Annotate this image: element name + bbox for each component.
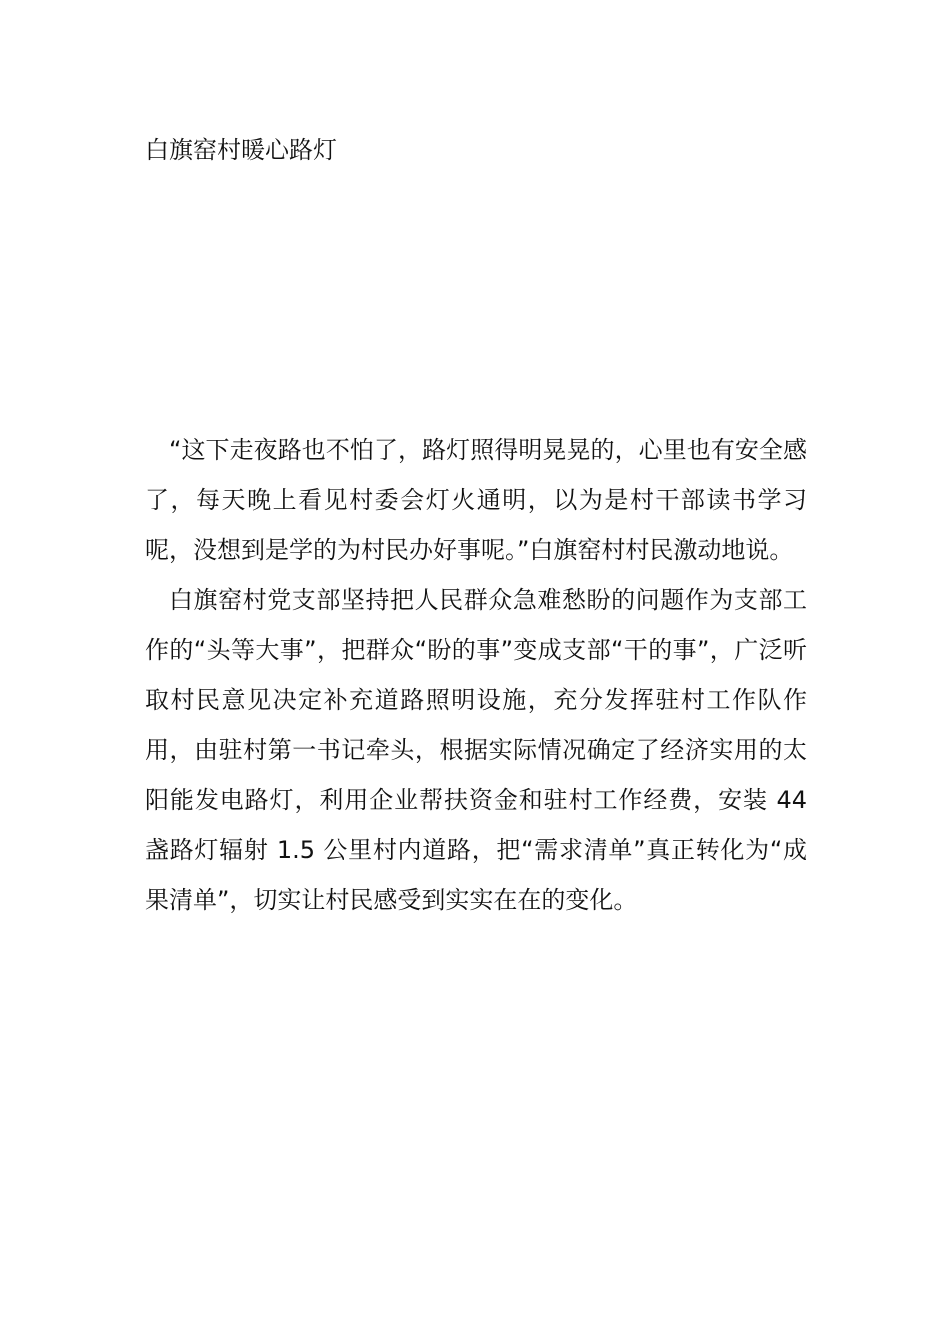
document-title: 白旗窑村暖心路灯 (145, 136, 337, 164)
paragraph-quote: “这下走夜路也不怕了，路灯照得明晃晃的，心里也有安全感了，每天晚上看见村委会灯火通明，以为是村干部读书学习呢，没想到是学的为村民办好事呢。”白旗窑村村民激动地说。 (145, 436, 807, 564)
document-body (145, 425, 807, 925)
paragraph-description: 白旗窑村党支部坚持把人民群众急难愁盼的问题作为支部工作的“头等大事”，把群众“盼的事”变成支部“干的事”，广泛听取村民意见决定补充道路照明设施，充分发挥驻村工作队作用，由驻村第一书记牵头，根据实际情况确定了经济实用的太阳能发电路灯，利用企业帮扶资金和驻村工作经费，安装 44 盏路灯辐射 1.5 公里村内道路，把“需求清单”真正转化为“成果清单”，切实让村民感受到实实在在的变化。 (145, 586, 807, 914)
